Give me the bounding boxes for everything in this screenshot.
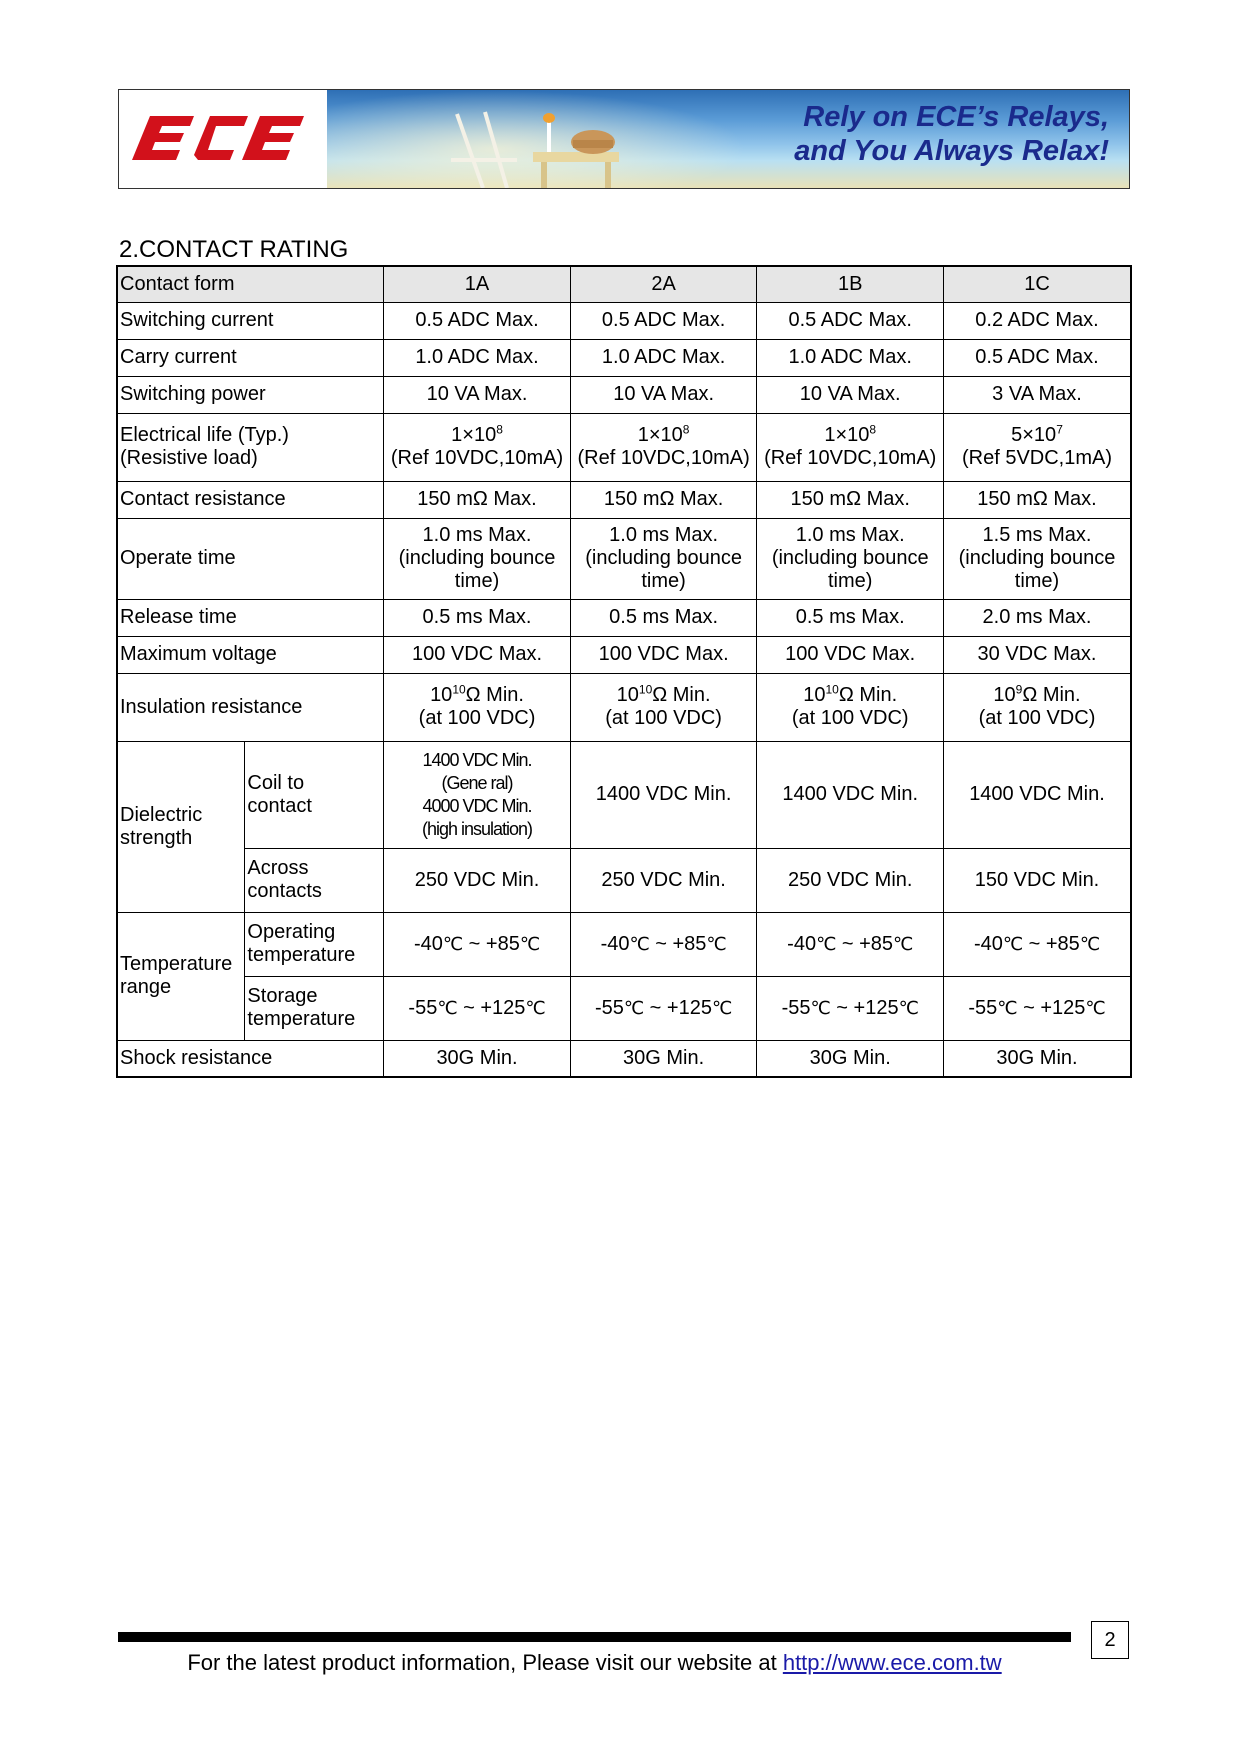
- table-cell: 1400 VDC Min. (Gene ral) 4000 VDC Min. (high insulation): [384, 741, 571, 848]
- table-cell: 0.5 ms Max.: [757, 599, 944, 636]
- row-group-label-temperature: Temperature range: [117, 912, 245, 1040]
- table-cell: 150 mΩ Max.: [384, 481, 571, 518]
- table-cell: 1.0 ms Max. (including bounce time): [570, 518, 757, 599]
- table-cell: 1400 VDC Min.: [944, 741, 1132, 848]
- table-cell: 1.0 ADC Max.: [570, 339, 757, 376]
- table-cell: $1\times 10^8$ (Ref 10VDC,10mA): [570, 413, 757, 481]
- row-label-line: (Resistive load): [120, 447, 258, 469]
- footer-divider: [118, 1632, 1071, 1642]
- table-cell: 0.5 ms Max.: [384, 599, 571, 636]
- table-row-dielectric-coil: [117, 741, 1131, 848]
- table-row-maximum-voltage: [117, 636, 1131, 673]
- row-label: Switching current: [117, 302, 384, 339]
- table-row-switching-power: [117, 376, 1131, 413]
- footer-text: [118, 1650, 1071, 1676]
- table-row-contact-form: [117, 266, 1131, 302]
- table-cell: $1\times 10^8$ (Ref 10VDC,10mA): [757, 413, 944, 481]
- row-sub-label: Storage temperature: [245, 976, 384, 1040]
- contact-rating-table: [116, 265, 1132, 1078]
- table-cell: 250 VDC Min.: [570, 848, 757, 912]
- table-cell: $10^9\Omega$ Min. (at 100 VDC): [944, 673, 1132, 741]
- table-cell: -40℃ ~ +85℃: [944, 912, 1132, 976]
- column-header-1b: 1B: [757, 266, 944, 302]
- table-cell: $1\times 10^8$ (Ref 10VDC,10mA): [384, 413, 571, 481]
- table-cell: 250 VDC Min.: [384, 848, 571, 912]
- table-row-storage-temperature: [117, 976, 1131, 1040]
- table-cell: 1.0 ADC Max.: [757, 339, 944, 376]
- table-cell: 1.5 ms Max. (including bounce time): [944, 518, 1132, 599]
- table-row-carry-current: [117, 339, 1131, 376]
- ece-logo-icon: [128, 108, 318, 168]
- table-cell: -55℃ ~ +125℃: [944, 976, 1132, 1040]
- table-cell: -40℃ ~ +85℃: [384, 912, 571, 976]
- table-cell: -40℃ ~ +85℃: [570, 912, 757, 976]
- table-cell: 3 VA Max.: [944, 376, 1132, 413]
- table-cell: 150 mΩ Max.: [757, 481, 944, 518]
- row-label: Release time: [117, 599, 384, 636]
- ece-logo: [119, 90, 327, 188]
- table-cell: $10^{10}\Omega$ Min. (at 100 VDC): [384, 673, 571, 741]
- column-header-2a: 2A: [570, 266, 757, 302]
- table-cell: -55℃ ~ +125℃: [384, 976, 571, 1040]
- table-cell: 250 VDC Min.: [757, 848, 944, 912]
- table-cell: 1400 VDC Min.: [757, 741, 944, 848]
- row-label: Carry current: [117, 339, 384, 376]
- table-cell: -55℃ ~ +125℃: [757, 976, 944, 1040]
- table-row-operating-temperature: [117, 912, 1131, 976]
- header-banner: [118, 89, 1130, 189]
- table-row-contact-resistance: [117, 481, 1131, 518]
- table-cell: 150 mΩ Max.: [570, 481, 757, 518]
- row-label: Switching power: [117, 376, 384, 413]
- table-cell: 10 VA Max.: [570, 376, 757, 413]
- column-header-1a: 1A: [384, 266, 571, 302]
- table-row-switching-current: [117, 302, 1131, 339]
- row-label: Shock resistance: [117, 1040, 384, 1077]
- row-sub-label: Operating temperature: [245, 912, 384, 976]
- table-cell: 150 VDC Min.: [944, 848, 1132, 912]
- table-cell: -40℃ ~ +85℃: [757, 912, 944, 976]
- slogan: [794, 100, 1109, 168]
- page-number: 2: [1091, 1621, 1129, 1659]
- table-cell: 30G Min.: [944, 1040, 1132, 1077]
- table-cell: 1.0 ms Max. (including bounce time): [757, 518, 944, 599]
- table-cell: $10^{10}\Omega$ Min. (at 100 VDC): [570, 673, 757, 741]
- row-label: Insulation resistance: [117, 673, 384, 741]
- table-row-electrical-life: [117, 413, 1131, 481]
- table-row-dielectric-across: [117, 848, 1131, 912]
- table-cell: 100 VDC Max.: [384, 636, 571, 673]
- beach-image: [327, 90, 1129, 188]
- beach-chair-icon: [437, 104, 697, 188]
- slogan-line-2: and You Always Relax!: [794, 135, 1109, 167]
- row-label: Operate time: [117, 518, 384, 599]
- row-sub-label: Coil to contact: [245, 741, 384, 848]
- column-header-1c: 1C: [944, 266, 1132, 302]
- table-row-release-time: [117, 599, 1131, 636]
- row-label-line: Electrical life (Typ.): [120, 424, 289, 446]
- table-cell: 150 mΩ Max.: [944, 481, 1132, 518]
- table-cell: 0.2 ADC Max.: [944, 302, 1132, 339]
- table-cell: 100 VDC Max.: [570, 636, 757, 673]
- table-cell: -55℃ ~ +125℃: [570, 976, 757, 1040]
- table-cell: 0.5 ADC Max.: [570, 302, 757, 339]
- table-cell: 30G Min.: [757, 1040, 944, 1077]
- slogan-line-1: Rely on ECE’s Relays,: [803, 101, 1109, 133]
- table-cell: 1.0 ADC Max.: [384, 339, 571, 376]
- table-cell: 0.5 ms Max.: [570, 599, 757, 636]
- row-group-label-dielectric: Dielectric strength: [117, 741, 245, 912]
- section-title: 2.CONTACT RATING: [119, 236, 349, 263]
- table-cell: 100 VDC Max.: [757, 636, 944, 673]
- table-row-insulation-resistance: [117, 673, 1131, 741]
- row-label: [117, 413, 384, 481]
- row-sub-label: Across contacts: [245, 848, 384, 912]
- table-cell: 0.5 ADC Max.: [384, 302, 571, 339]
- table-cell: $5\times 10^7$ (Ref 5VDC,1mA): [944, 413, 1132, 481]
- table-cell: 30G Min.: [384, 1040, 571, 1077]
- table-cell: 30G Min.: [570, 1040, 757, 1077]
- table-row-operate-time: [117, 518, 1131, 599]
- table-cell: 2.0 ms Max.: [944, 599, 1132, 636]
- table-cell: 1400 VDC Min.: [570, 741, 757, 848]
- row-label: Contact resistance: [117, 481, 384, 518]
- table-cell: 0.5 ADC Max.: [944, 339, 1132, 376]
- row-label: Contact form: [117, 266, 384, 302]
- table-cell: 1.0 ms Max. (including bounce time): [384, 518, 571, 599]
- table-cell: 10 VA Max.: [757, 376, 944, 413]
- website-link[interactable]: http://www.ece.com.tw: [782, 1650, 1002, 1675]
- table-cell: 10 VA Max.: [384, 376, 571, 413]
- table-cell: $10^{10}\Omega$ Min. (at 100 VDC): [757, 673, 944, 741]
- table-row-shock-resistance: [117, 1040, 1131, 1077]
- table-cell: 0.5 ADC Max.: [757, 302, 944, 339]
- table-cell: 30 VDC Max.: [944, 636, 1132, 673]
- row-label: Maximum voltage: [117, 636, 384, 673]
- footer-message: For the latest product information, Please visit our website at: [187, 1650, 783, 1675]
